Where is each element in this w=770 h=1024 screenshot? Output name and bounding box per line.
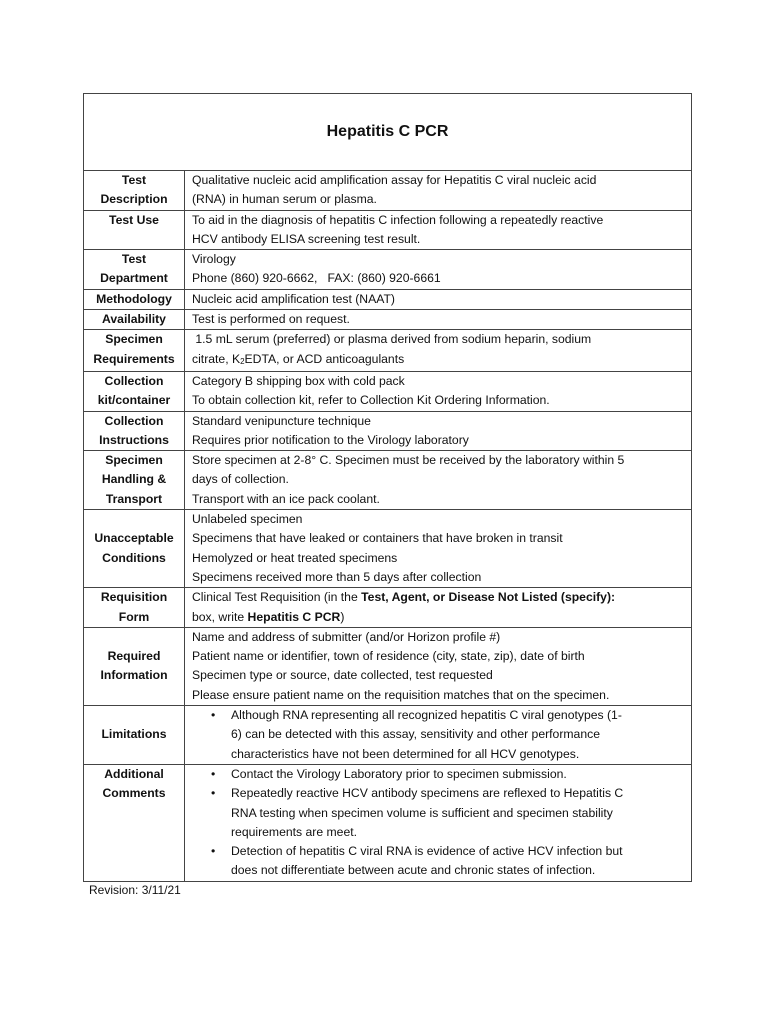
value-line: Repeatedly reactive HCV antibody specimens are reflexed to Hepatitis C <box>231 786 624 801</box>
page-title: Hepatitis C PCR <box>326 123 449 140</box>
row-specimen-handling <box>84 451 692 510</box>
label-line: Test <box>121 173 147 187</box>
label-line: Test Use <box>109 212 159 227</box>
label-line: Test <box>121 252 147 267</box>
value-line: Requires prior notification to the Virology laboratory <box>192 432 469 447</box>
label-test-description <box>84 171 185 211</box>
value-line: (RNA) in human serum or plasma. <box>192 192 377 207</box>
value-line: Nucleic acid amplification test (NAAT) <box>192 291 395 306</box>
label-collection-kit <box>84 371 185 411</box>
bullet-icon: • <box>211 766 216 781</box>
title-cell <box>84 94 692 171</box>
label-line: Required <box>107 649 161 664</box>
label-line: Specimen <box>105 453 163 468</box>
list-item <box>185 706 687 764</box>
bullet-icon: • <box>211 786 216 801</box>
label-line: Additional <box>104 766 164 781</box>
row-limitations <box>84 706 692 765</box>
revision-date: Revision: 3/11/21 <box>89 883 181 897</box>
text-segment: Clinical Test Requisition (in the <box>192 590 362 605</box>
text-segment: EDTA, or ACD anticoagulants <box>244 351 405 366</box>
value-line: Virology <box>192 252 236 267</box>
value-line: Patient name or identifier, town of residence (city, state, zip), date of birth <box>192 649 585 664</box>
value-line: To aid in the diagnosis of hepatitis C infection following a repeatedly reactive <box>192 212 604 227</box>
bold-segment: Hepatitis C PCR <box>247 609 341 624</box>
bold-segment: Test, Agent, or Disease Not Listed (specify): <box>361 590 616 605</box>
label-additional-comments <box>84 764 185 881</box>
value-test-description <box>185 171 692 211</box>
value-line: Hemolyzed or heat treated specimens <box>192 550 398 565</box>
label-line: Specimen <box>105 332 163 347</box>
value-line: days of collection. <box>192 472 289 487</box>
label-line: Unacceptable <box>94 531 174 546</box>
label-unacceptable-conditions <box>84 510 185 588</box>
value-line: Although RNA representing all recognized hepatitis C viral genotypes (1- <box>231 708 622 723</box>
row-methodology <box>84 289 692 309</box>
text-segment: box, write <box>192 609 248 624</box>
text-segment: citrate, K <box>192 351 241 366</box>
subscript: 2 <box>240 356 245 366</box>
label-specimen-requirements <box>84 330 185 372</box>
label-line: kit/container <box>97 393 171 408</box>
label-collection-instructions <box>84 411 185 451</box>
label-line: Department <box>100 271 168 286</box>
list-item <box>185 784 687 842</box>
value-line: Please ensure patient name on the requisition matches that on the specimen. <box>192 687 610 702</box>
label-required-information <box>84 627 185 705</box>
value-line: 6) can be detected with this assay, sensitivity and other performance <box>231 727 600 742</box>
row-additional-comments <box>84 764 692 881</box>
value-line: Contact the Virology Laboratory prior to specimen submission. <box>231 766 567 781</box>
label-line: Handling & <box>101 472 167 487</box>
value-line: 1.5 mL serum (preferred) or plasma derived from sodium heparin, sodium <box>192 332 592 347</box>
row-availability <box>84 310 692 330</box>
label-specimen-handling <box>84 451 185 510</box>
label-line: Requirements <box>93 351 175 366</box>
value-line <box>192 608 687 627</box>
value-line <box>192 588 687 607</box>
label-line: Requisition <box>100 590 168 605</box>
label-test-use <box>84 210 185 250</box>
label-line: Comments <box>102 786 166 801</box>
value-line: HCV antibody ELISA screening test result. <box>192 231 421 246</box>
value-collection-kit <box>185 371 692 411</box>
value-line: Qualitative nucleic acid amplification assay for Hepatitis C viral nucleic acid <box>192 173 597 187</box>
value-limitations <box>185 706 692 765</box>
value-specimen-handling <box>185 451 692 510</box>
value-test-use <box>185 210 692 250</box>
value-line <box>192 350 687 371</box>
value-line: Unlabeled specimen <box>192 512 303 527</box>
row-specimen-requirements <box>84 330 692 372</box>
comments-list <box>185 765 687 881</box>
row-test-department <box>84 250 692 290</box>
test-info-table <box>83 93 692 882</box>
value-line: Category B shipping box with cold pack <box>192 373 405 388</box>
value-line: Specimens received more than 5 days after collection <box>192 569 482 584</box>
label-line: Availability <box>102 312 166 327</box>
value-line: To obtain collection kit, refer to Collection Kit Ordering Information. <box>192 393 550 408</box>
limitations-list <box>185 706 687 764</box>
text-segment: ) <box>340 609 345 624</box>
list-item <box>185 765 687 784</box>
value-line: requirements are meet. <box>231 824 357 839</box>
value-line: characteristics have not been determined for all HCV genotypes. <box>231 746 580 761</box>
label-test-department <box>84 250 185 290</box>
bullet-icon: • <box>211 844 216 859</box>
row-collection-kit <box>84 371 692 411</box>
title-row <box>84 94 692 171</box>
value-line: RNA testing when specimen volume is sufficient and specimen stability <box>231 805 613 820</box>
value-line: Name and address of submitter (and/or Horizon profile #) <box>192 629 501 644</box>
row-requisition-form <box>84 588 692 628</box>
label-line: Collection <box>104 373 164 388</box>
value-test-department <box>185 250 692 290</box>
value-methodology <box>185 289 692 309</box>
label-line: Description <box>100 192 168 207</box>
value-line: Standard venipuncture technique <box>192 413 371 428</box>
value-collection-instructions <box>185 411 692 451</box>
label-line: Conditions <box>102 550 166 565</box>
value-line: Transport with an ice pack coolant. <box>192 491 380 506</box>
value-unacceptable-conditions <box>185 510 692 588</box>
label-availability <box>84 310 185 330</box>
row-test-description <box>84 171 692 211</box>
label-line: Information <box>100 668 168 683</box>
row-test-use <box>84 210 692 250</box>
value-required-information <box>185 627 692 705</box>
value-line: Test is performed on request. <box>192 312 350 327</box>
label-line: Methodology <box>96 291 172 306</box>
label-limitations <box>84 706 185 765</box>
value-line: Detection of hepatitis C viral RNA is evidence of active HCV infection but <box>231 844 623 859</box>
label-line: Transport <box>105 491 163 506</box>
value-line: Phone (860) 920-6662, FAX: (860) 920-6661 <box>192 271 441 286</box>
value-line: Specimens that have leaked or containers that have broken in transit <box>192 531 563 546</box>
row-required-information <box>84 627 692 705</box>
row-collection-instructions <box>84 411 692 451</box>
list-item <box>185 842 687 881</box>
value-additional-comments <box>185 764 692 881</box>
label-methodology <box>84 289 185 309</box>
value-requisition-form <box>185 588 692 628</box>
label-line: Instructions <box>99 432 169 447</box>
value-line: Store specimen at 2-8° C. Specimen must be received by the laboratory within 5 <box>192 453 625 468</box>
label-line: Limitations <box>101 727 167 742</box>
value-line: Specimen type or source, date collected, test requested <box>192 668 493 683</box>
label-line: Form <box>118 609 150 624</box>
value-line: does not differentiate between acute and chronic states of infection. <box>231 863 596 878</box>
value-availability <box>185 310 692 330</box>
label-requisition-form <box>84 588 185 628</box>
value-specimen-requirements <box>185 330 692 372</box>
label-line: Collection <box>104 413 164 428</box>
row-unacceptable-conditions <box>84 510 692 588</box>
bullet-icon: • <box>211 708 216 723</box>
